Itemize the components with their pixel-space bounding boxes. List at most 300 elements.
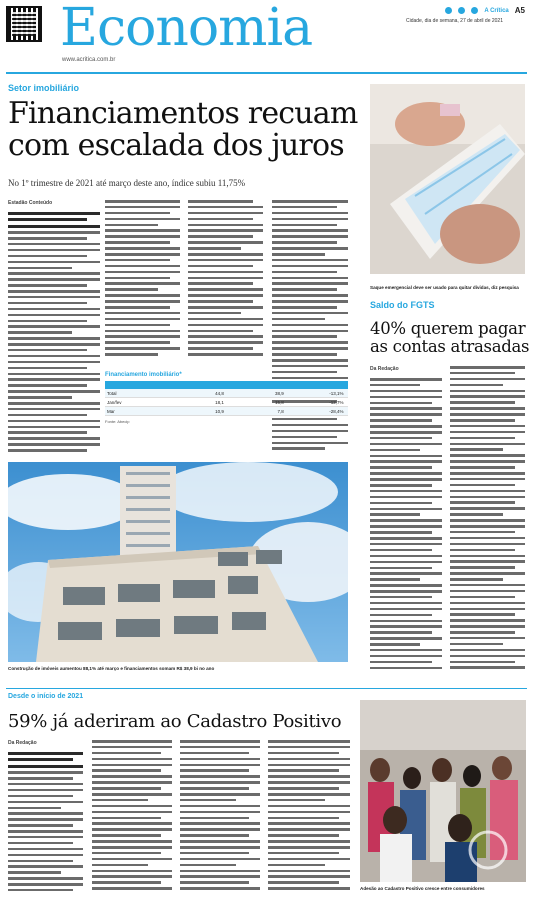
text-line <box>268 887 350 890</box>
text-line <box>370 466 432 469</box>
text-line <box>188 341 263 344</box>
text-line <box>105 265 180 268</box>
text-line <box>188 200 253 203</box>
main-headline <box>8 98 358 163</box>
text-line <box>272 341 348 344</box>
text-line <box>268 775 350 778</box>
text-line <box>92 864 148 867</box>
financing-table <box>105 372 348 444</box>
text-line <box>105 200 180 203</box>
text-line <box>370 584 442 587</box>
text-line <box>450 560 525 563</box>
text-line <box>8 384 87 387</box>
text-line <box>92 852 161 855</box>
text-line <box>370 425 442 428</box>
text-line <box>268 864 325 867</box>
fgts-headline <box>370 320 529 356</box>
text-line <box>272 347 348 350</box>
text-line <box>92 775 172 778</box>
text-line <box>268 858 350 861</box>
instagram-icon[interactable] <box>471 7 478 14</box>
text-line <box>450 484 515 487</box>
text-line <box>188 353 263 356</box>
fgts-byline: Da Redação <box>370 366 399 372</box>
text-line <box>268 811 350 814</box>
website-url[interactable]: www.acritica.com.br <box>62 57 116 63</box>
text-line <box>92 811 172 814</box>
text-line <box>8 261 100 264</box>
text-line <box>268 822 350 825</box>
text-line <box>370 443 442 446</box>
money-photo <box>370 84 525 274</box>
text-line <box>450 590 525 593</box>
table-cell: 15,8 <box>274 399 284 405</box>
text-line <box>8 789 83 792</box>
text-line <box>450 637 525 640</box>
text-line <box>180 887 260 890</box>
text-line <box>272 200 348 203</box>
text-line <box>180 805 260 808</box>
text-line <box>105 247 180 250</box>
text-line <box>8 320 87 323</box>
text-line <box>370 596 432 599</box>
text-line <box>272 300 348 303</box>
text-line <box>450 407 525 410</box>
text-line <box>8 860 73 863</box>
text-line <box>8 812 83 815</box>
text-line <box>370 661 432 664</box>
text-line <box>92 870 172 873</box>
text-line <box>450 549 515 552</box>
text-line <box>272 306 337 309</box>
text-line <box>180 793 260 796</box>
text-line <box>8 302 87 305</box>
cadastro-headline: 59% já aderiram ao Cadastro Positivo <box>8 711 342 732</box>
text-line <box>370 396 442 399</box>
text-line <box>8 373 100 376</box>
text-line <box>370 602 442 605</box>
building-photo <box>8 462 348 662</box>
text-line <box>8 836 83 839</box>
table-row <box>105 407 348 416</box>
fgts-column-1 <box>370 378 442 678</box>
text-line <box>450 566 515 569</box>
table-cell: 38,9 <box>274 390 284 396</box>
text-line <box>450 555 525 558</box>
text-line <box>370 637 442 640</box>
text-line <box>188 277 263 280</box>
text-line <box>370 437 432 440</box>
main-subhead: No 1º trimestre de 2021 até março deste ano, índice subiu 11,75% <box>8 178 246 188</box>
text-line <box>450 619 525 622</box>
text-line <box>450 478 525 481</box>
text-line <box>370 384 420 387</box>
text-line <box>105 259 170 262</box>
text-line <box>450 602 525 605</box>
text-line <box>8 349 87 352</box>
text-line <box>450 419 515 422</box>
text-line <box>370 431 442 434</box>
table-cell: 44,8 <box>215 390 224 396</box>
text-line <box>180 764 260 767</box>
page-header <box>0 0 533 72</box>
text-line <box>8 437 100 440</box>
text-line <box>92 828 172 831</box>
text-line <box>272 253 325 256</box>
text-line <box>105 282 180 285</box>
text-line <box>370 531 432 534</box>
text-line <box>272 229 348 232</box>
main-kicker: Setor imobiliário <box>8 83 80 93</box>
text-line <box>8 284 87 287</box>
text-line <box>188 271 263 274</box>
text-line <box>105 335 180 338</box>
text-line <box>180 740 260 743</box>
text-line <box>8 818 83 821</box>
text-line <box>8 212 100 215</box>
dateline: Cidade, dia de semana, 27 de abril de 2021 <box>405 18 503 24</box>
text-line <box>8 367 87 370</box>
text-line <box>370 478 442 481</box>
text-line <box>450 578 503 581</box>
twitter-icon[interactable] <box>458 7 465 14</box>
table-row <box>105 389 348 398</box>
text-line <box>8 308 100 311</box>
text-line <box>8 824 73 827</box>
text-line <box>188 224 263 227</box>
table-source: Fonte: Abecip <box>105 419 130 424</box>
text-line <box>180 811 260 814</box>
text-line <box>92 875 172 878</box>
text-line <box>92 769 161 772</box>
text-line <box>92 840 172 843</box>
text-line <box>188 288 263 291</box>
text-line <box>105 312 180 315</box>
text-line <box>272 353 337 356</box>
text-line <box>8 443 100 446</box>
text-line <box>105 300 180 303</box>
text-line <box>8 255 87 258</box>
text-line <box>188 229 263 232</box>
text-line <box>370 555 442 558</box>
text-line <box>188 330 253 333</box>
text-line <box>450 496 525 499</box>
text-line <box>272 218 348 221</box>
text-line <box>370 496 442 499</box>
text-line <box>105 212 170 215</box>
text-line <box>8 225 100 228</box>
table-cell: Total <box>107 390 117 396</box>
text-line <box>450 378 525 381</box>
text-line <box>105 235 180 238</box>
text-line <box>370 608 442 611</box>
text-line <box>92 764 172 767</box>
text-line <box>268 881 339 884</box>
main-headline-line2: com escalada dos juros <box>8 128 344 164</box>
fgts-headline-line1: 40% querem pagar <box>370 319 526 338</box>
text-line <box>450 631 515 634</box>
text-line <box>188 335 263 338</box>
money-caption: Saque emergencial deve ser usado para quitar dívidas, diz pesquisa <box>370 285 519 290</box>
text-line <box>450 507 525 510</box>
text-line <box>92 799 148 802</box>
text-line <box>450 460 525 463</box>
text-line <box>450 443 525 446</box>
text-line <box>188 347 253 350</box>
text-line <box>105 288 158 291</box>
text-line <box>180 799 236 802</box>
text-line <box>450 608 525 611</box>
text-line <box>92 746 172 749</box>
text-line <box>8 237 87 240</box>
text-line <box>8 420 100 423</box>
text-line <box>105 318 180 321</box>
text-line <box>180 840 260 843</box>
text-line <box>92 834 161 837</box>
text-line <box>450 584 525 587</box>
text-line <box>370 390 442 393</box>
text-line <box>8 842 73 845</box>
text-line <box>370 413 442 416</box>
text-line <box>105 271 180 274</box>
paper-name: A Crítica <box>484 7 509 14</box>
text-line <box>370 402 432 405</box>
text-line <box>370 620 442 623</box>
text-line <box>8 343 100 346</box>
text-line <box>268 846 350 849</box>
text-line <box>8 390 100 393</box>
text-line <box>8 331 72 334</box>
text-line <box>8 830 83 833</box>
text-line <box>8 361 100 364</box>
table-cell: -28,4% <box>329 408 344 414</box>
text-line <box>8 854 83 857</box>
text-line <box>8 278 100 281</box>
text-line <box>92 787 161 790</box>
text-line <box>105 241 170 244</box>
text-line <box>188 212 263 215</box>
text-line <box>92 752 161 755</box>
text-line <box>450 666 525 669</box>
text-line <box>92 793 172 796</box>
text-line <box>272 206 337 209</box>
text-line <box>268 834 339 837</box>
text-line <box>268 817 339 820</box>
text-line <box>450 655 525 658</box>
text-line <box>8 889 73 892</box>
text-line <box>8 877 83 880</box>
text-line <box>272 212 348 215</box>
text-line <box>370 667 442 670</box>
table-header <box>105 381 348 389</box>
text-line <box>370 578 420 581</box>
text-line <box>370 490 442 493</box>
text-line <box>180 781 260 784</box>
text-line <box>272 235 348 238</box>
text-line <box>8 249 100 252</box>
text-line <box>450 543 525 546</box>
text-line <box>8 801 83 804</box>
text-line <box>272 282 348 285</box>
text-line <box>105 224 158 227</box>
text-line <box>450 472 525 475</box>
text-line <box>370 378 442 381</box>
text-line <box>180 752 249 755</box>
text-line <box>8 243 100 246</box>
text-line <box>268 805 350 808</box>
text-line <box>268 840 350 843</box>
text-line <box>105 341 170 344</box>
text-line <box>268 764 350 767</box>
text-line <box>105 206 180 209</box>
text-line <box>268 793 350 796</box>
text-line <box>188 253 263 256</box>
text-line <box>272 324 348 327</box>
fgts-kicker: Saldo do FGTS <box>370 300 435 310</box>
text-line <box>105 277 170 280</box>
text-line <box>180 758 260 761</box>
text-line <box>8 408 100 411</box>
text-line <box>105 253 180 256</box>
text-line <box>8 337 100 340</box>
text-line <box>180 846 260 849</box>
text-line <box>450 531 515 534</box>
text-line <box>370 455 442 458</box>
text-line <box>105 218 180 221</box>
text-line <box>8 795 73 798</box>
text-line <box>268 769 339 772</box>
main-headline-line1: Financiamentos recuam <box>8 96 358 131</box>
text-line <box>370 502 432 505</box>
text-line <box>370 525 442 528</box>
text-line <box>450 572 525 575</box>
text-line <box>105 294 180 297</box>
text-line <box>180 852 249 855</box>
text-line <box>370 614 432 617</box>
table-row <box>105 398 348 407</box>
text-line <box>370 655 442 658</box>
text-line <box>272 247 348 250</box>
table-cell: 10,9 <box>215 408 224 414</box>
text-line <box>8 765 83 768</box>
text-line <box>8 752 83 755</box>
text-line <box>272 318 325 321</box>
text-line <box>450 649 525 652</box>
text-line <box>370 537 442 540</box>
text-line <box>8 267 72 270</box>
text-line <box>8 883 83 886</box>
text-line <box>370 460 442 463</box>
table-cell: 18,1 <box>215 399 224 405</box>
header-rule <box>6 72 527 74</box>
text-line <box>8 414 87 417</box>
text-line <box>268 828 350 831</box>
text-line <box>180 828 260 831</box>
text-line <box>370 472 442 475</box>
text-line <box>370 561 442 564</box>
text-line <box>450 513 503 516</box>
text-line <box>180 864 236 867</box>
text-line <box>450 413 525 416</box>
text-line <box>450 395 525 398</box>
text-line <box>450 525 525 528</box>
text-line <box>450 613 515 616</box>
text-line <box>268 740 350 743</box>
text-line <box>272 294 348 297</box>
text-line <box>268 875 350 878</box>
text-line <box>272 277 348 280</box>
text-line <box>8 426 100 429</box>
text-line <box>92 887 172 890</box>
text-line <box>8 378 100 381</box>
table-title: Financiamento imobiliário* <box>105 372 182 378</box>
text-line <box>370 419 432 422</box>
text-line <box>180 881 249 884</box>
text-line <box>370 549 432 552</box>
article-column-3 <box>188 200 263 365</box>
text-line <box>450 643 503 646</box>
table-cell: Jan/fev <box>107 399 122 405</box>
text-line <box>105 306 170 309</box>
text-line <box>92 858 172 861</box>
text-line <box>272 335 337 338</box>
text-line <box>180 817 249 820</box>
text-line <box>8 871 61 874</box>
text-line <box>8 314 100 317</box>
text-line <box>180 875 260 878</box>
text-line <box>450 372 515 375</box>
text-line <box>268 870 350 873</box>
text-line <box>8 402 100 405</box>
text-line <box>272 365 348 368</box>
text-line <box>92 846 172 849</box>
crowd-caption: Adesão ao Cadastro Positivo cresce entre consumidores <box>360 886 485 891</box>
text-line <box>188 259 263 262</box>
text-line <box>188 294 263 297</box>
text-line <box>450 661 515 664</box>
text-line <box>268 799 325 802</box>
table-cell: 7,8 <box>277 408 284 414</box>
text-line <box>105 347 180 350</box>
text-line <box>188 241 263 244</box>
text-line <box>272 330 348 333</box>
text-line <box>180 870 260 873</box>
text-line <box>370 625 442 628</box>
text-line <box>272 288 337 291</box>
text-line <box>8 290 100 293</box>
text-line <box>268 746 350 749</box>
text-line <box>272 312 348 315</box>
text-line <box>450 537 525 540</box>
facebook-icon[interactable] <box>445 7 452 14</box>
text-line <box>8 355 100 358</box>
text-line <box>105 353 158 356</box>
text-line <box>450 425 525 428</box>
text-line <box>188 300 253 303</box>
text-line <box>8 758 73 761</box>
text-line <box>370 649 442 652</box>
text-line <box>92 740 172 743</box>
text-line <box>272 265 348 268</box>
text-line <box>272 224 337 227</box>
cadastro-column-2 <box>92 740 172 897</box>
table-cell: Mar <box>107 408 115 414</box>
text-line <box>8 272 100 275</box>
text-line <box>370 643 420 646</box>
text-line <box>450 519 525 522</box>
cadastro-byline: Da Redação <box>8 740 37 746</box>
text-line <box>370 508 442 511</box>
